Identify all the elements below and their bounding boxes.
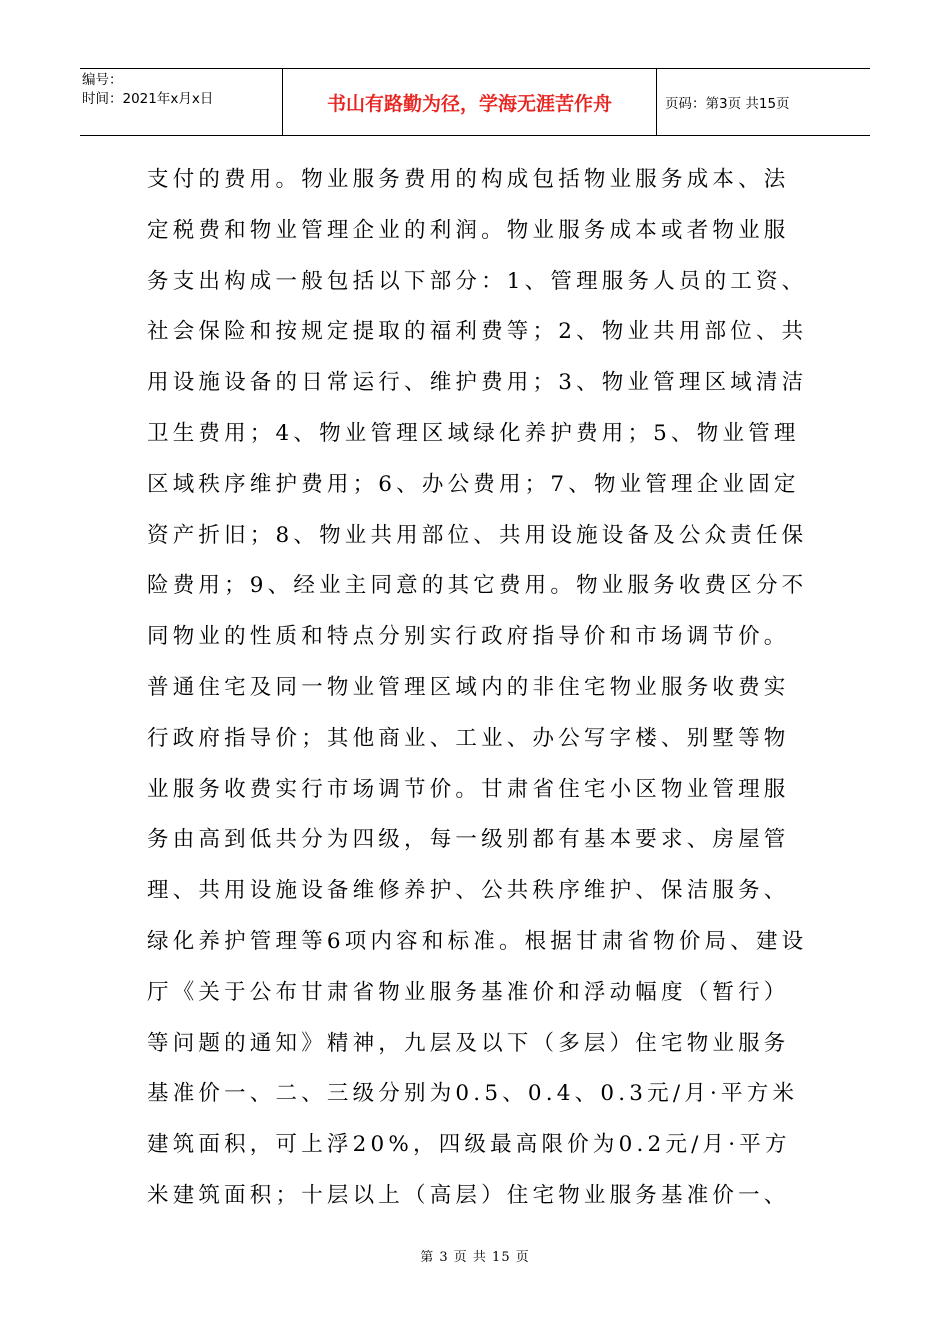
text-line: 资产折旧；8、物业共用部位、共用设施设备及公众责任保 xyxy=(147,522,808,548)
text-line: 等问题的通知》精神，九层及以下（多层）住宅物业服务 xyxy=(147,1030,790,1056)
document-number-label: 编号： xyxy=(82,72,123,88)
body-text xyxy=(147,155,812,1222)
text-line: 同物业的性质和特点分别实行政府指导价和市场调节价。 xyxy=(147,624,790,650)
header-meta xyxy=(80,69,283,135)
text-line: 基准价一、二、三级分别为0.5、0.4、0.3元/月·平方米 xyxy=(147,1081,799,1107)
header-page-info: 页码：第3页 共15页 xyxy=(665,96,790,112)
text-line: 支付的费用。物业服务费用的构成包括物业服务成本、法 xyxy=(147,167,790,192)
text-line: 建筑面积，可上浮20%，四级最高限价为0.2元/月·平方 xyxy=(147,1132,791,1158)
text-line: 业服务收费实行市场调节价。甘肃省住宅小区物业管理服 xyxy=(147,776,790,802)
text-line: 厅《关于公布甘肃省物业服务基准价和浮动幅度（暂行） xyxy=(147,979,790,1005)
text-line: 卫生费用；4、物业管理区域绿化养护费用；5、物业管理 xyxy=(147,420,800,446)
text-line: 社会保险和按规定提取的福利费等；2、物业共用部位、共 xyxy=(147,319,808,345)
text-line: 定税费和物业管理企业的利润。物业服务成本或者物业服 xyxy=(147,217,790,243)
text-line: 用设施设备的日常运行、维护费用；3、物业管理区域清洁 xyxy=(147,370,808,396)
text-line: 绿化养护管理等6项内容和标准。根据甘肃省物价局、建设 xyxy=(147,928,808,954)
text-line: 普通住宅及同一物业管理区域内的非住宅物业服务收费实 xyxy=(147,674,790,700)
header-motto: 书山有路勤为径，学海无涯苦作舟 xyxy=(283,69,657,135)
page-header xyxy=(80,68,870,136)
text-line: 务支出构成一般包括以下部分：1、管理服务人员的工资、 xyxy=(147,268,808,294)
text-line: 务由高到低共分为四级，每一级别都有基本要求、房屋管 xyxy=(147,827,790,853)
page-footer: 第 3 页 共 15 页 xyxy=(420,1250,530,1265)
document-date-label: 时间：2021年x月x日 xyxy=(82,91,214,107)
text-line: 理、共用设施设备维修养护、公共秩序维护、保洁服务、 xyxy=(147,878,790,904)
text-line: 米建筑面积；十层以上（高层）住宅物业服务基准价一、 xyxy=(147,1182,790,1208)
text-line: 区域秩序维护费用；6、办公费用；7、物业管理企业固定 xyxy=(147,471,800,497)
text-line: 险费用；9、经业主同意的其它费用。物业服务收费区分不 xyxy=(147,573,808,599)
text-line: 行政府指导价；其他商业、工业、办公写字楼、别墅等物 xyxy=(147,725,790,751)
